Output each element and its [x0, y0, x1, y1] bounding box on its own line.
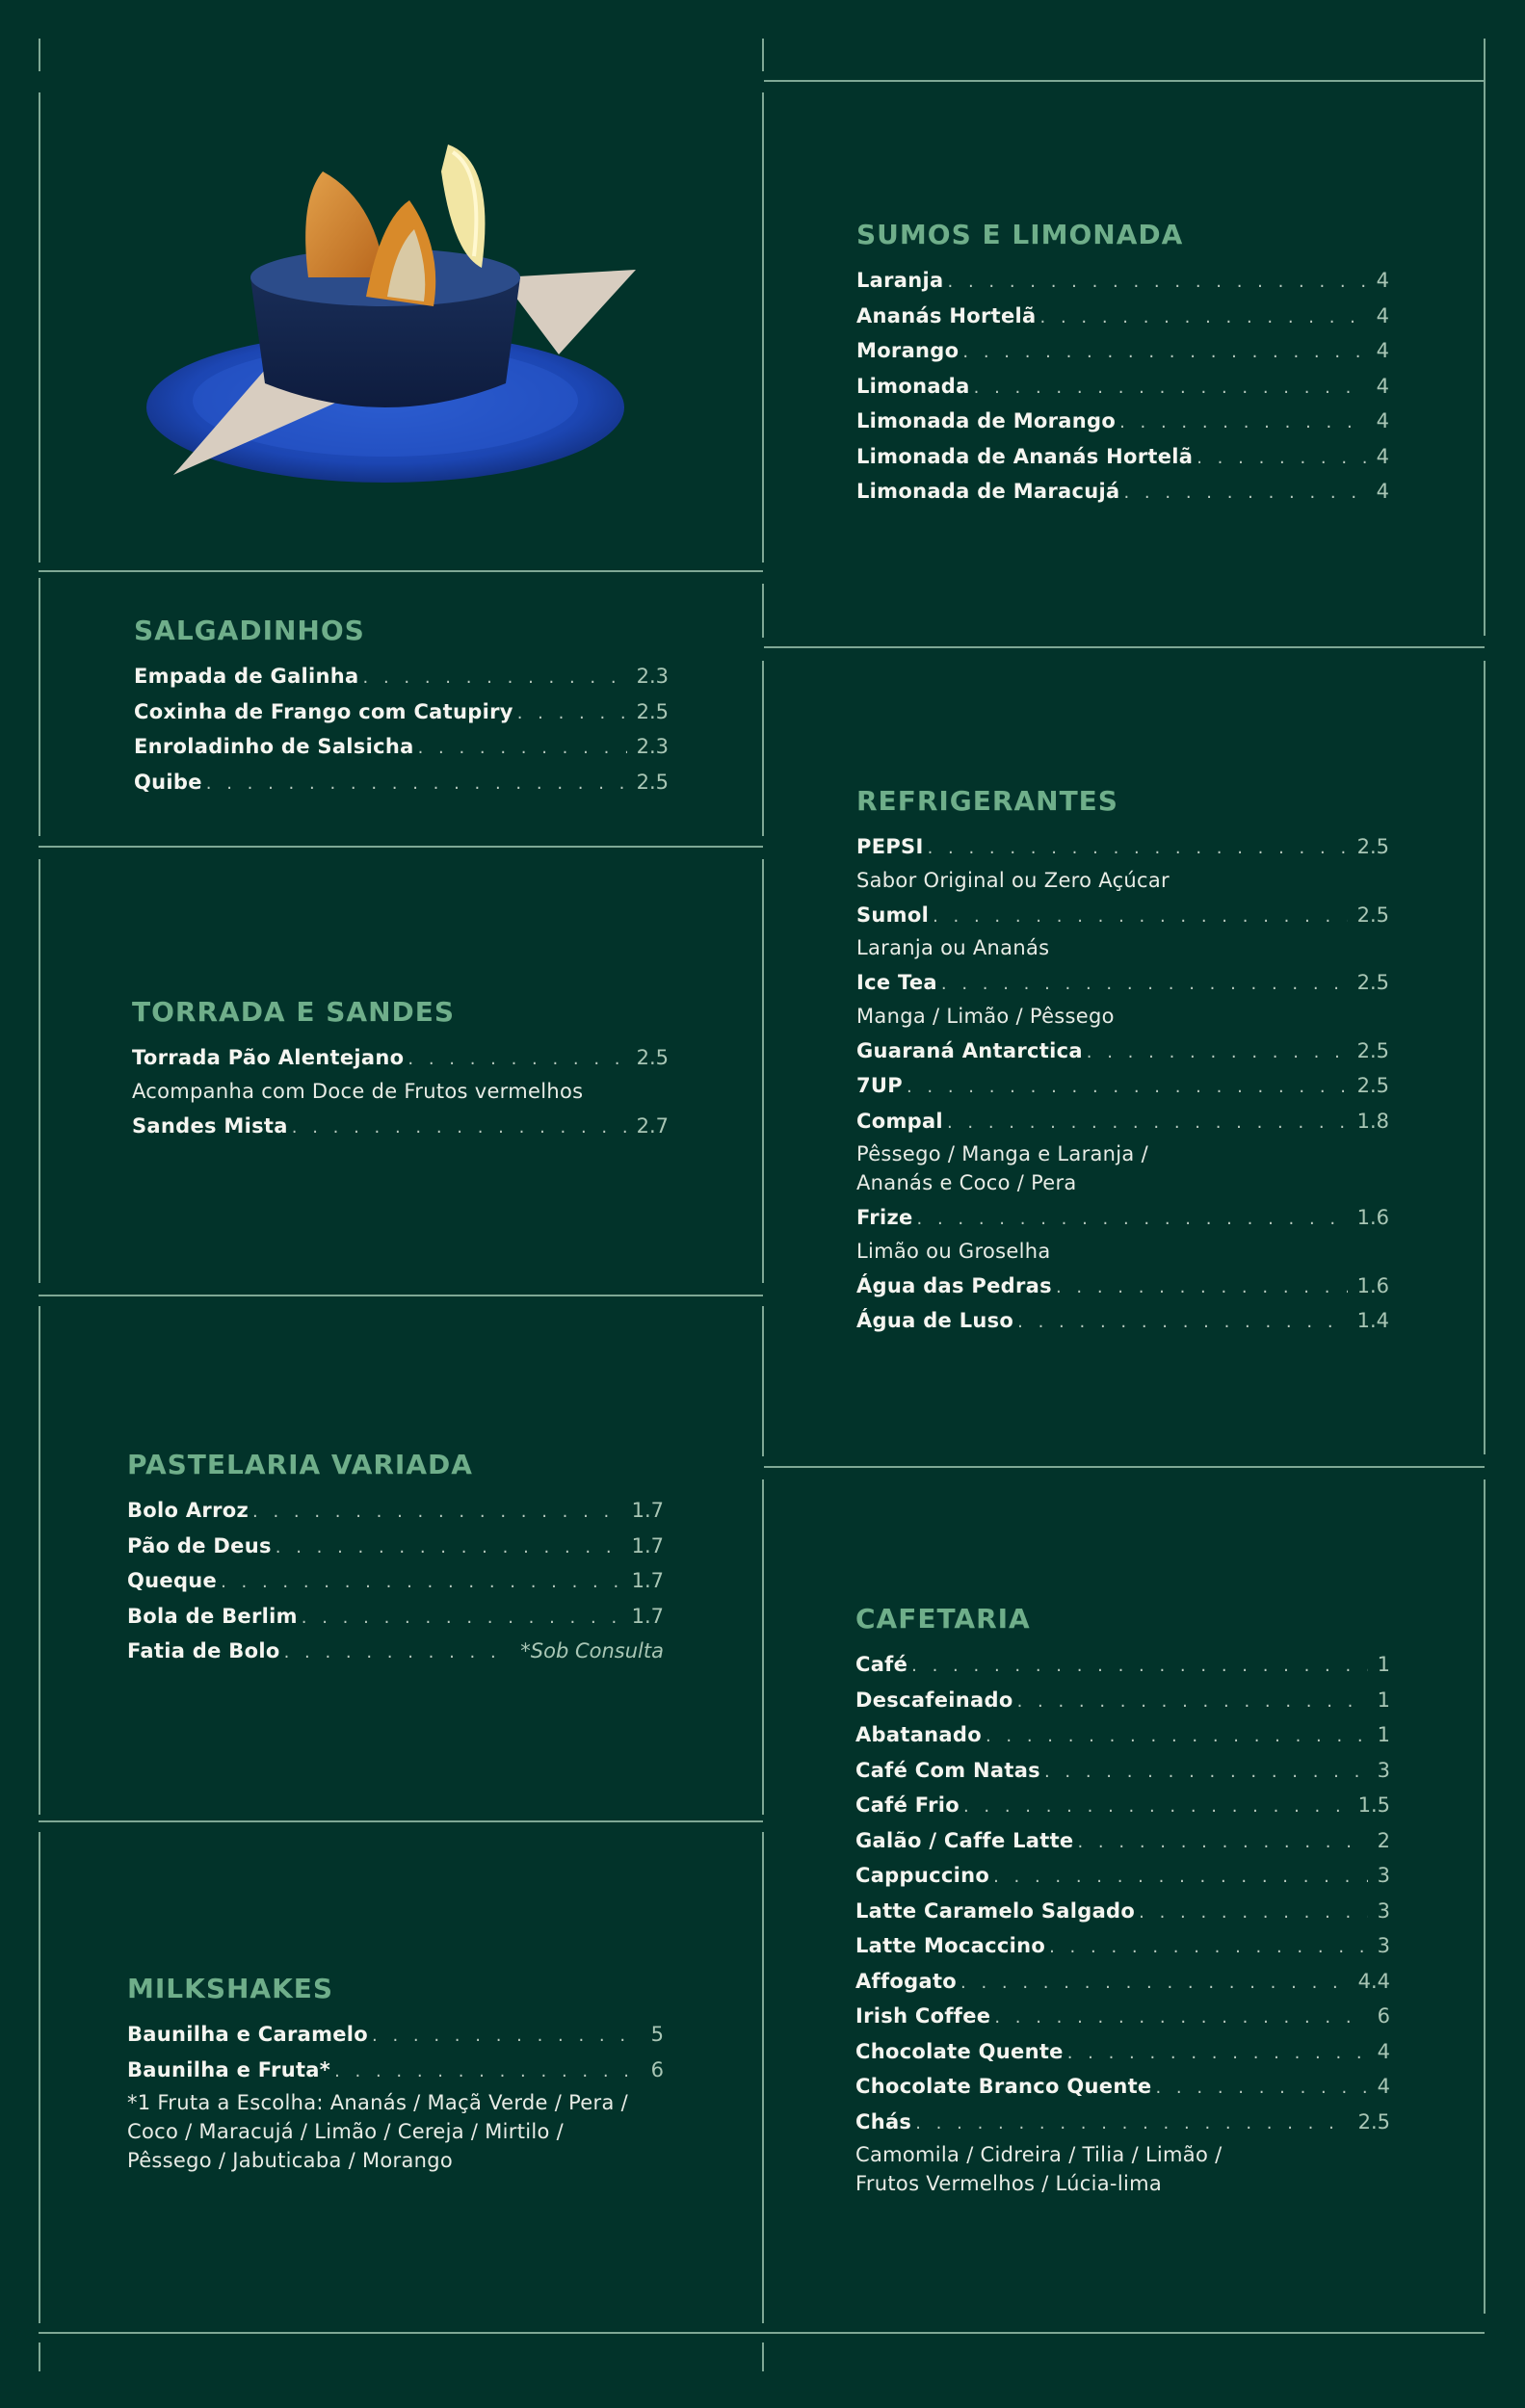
menu-item: [856, 334, 1389, 370]
item-name: Ananás Hortelã: [856, 303, 1037, 327]
grid-divider: [762, 859, 764, 1283]
menu-item: [856, 370, 1389, 406]
menu-item-description: Pêssego / Manga e Laranja /: [856, 1142, 1148, 1165]
menu-item: [855, 1965, 1390, 2001]
item-price: 1.8: [1356, 1109, 1389, 1133]
item-price: 2.7: [636, 1113, 669, 1138]
dot-leader: [206, 767, 627, 801]
grid-divider: [39, 859, 40, 1283]
item-name: Irish Coffee: [855, 2004, 991, 2028]
grid-divider: [39, 570, 763, 572]
menu-item: [855, 2000, 1390, 2035]
item-name: Ice Tea: [856, 971, 937, 994]
grid-divider: [762, 661, 764, 836]
item-price: 4: [1376, 480, 1389, 503]
item-name: Cappuccino: [855, 1864, 990, 1887]
item-name: Galão / Caffe Latte: [855, 1828, 1074, 1852]
menu-item: [127, 1530, 664, 1565]
dot-leader: [1056, 1270, 1348, 1305]
item-price: 1: [1377, 1723, 1390, 1746]
section-pastelaria: [127, 1449, 664, 1670]
item-price: 2.3: [636, 735, 669, 758]
dot-leader: [302, 1601, 622, 1636]
item-name: Compal: [856, 1109, 943, 1133]
grid-divider: [39, 1306, 40, 1815]
section-title: REFRIGERANTES: [856, 785, 1118, 817]
grid-divider: [764, 646, 1485, 648]
menu-item-description: Ananás e Coco / Pera: [856, 1171, 1077, 1194]
grid-divider: [1484, 661, 1486, 1454]
dot-leader: [517, 696, 627, 731]
dot-leader: [907, 1070, 1348, 1105]
section-milkshakes: [127, 1973, 664, 2179]
section-salgadinhos: [134, 615, 669, 800]
item-name: Empada de Galinha: [134, 665, 359, 688]
item-name: Enroladinho de Salsicha: [134, 735, 414, 758]
item-price: 2: [1377, 1828, 1390, 1852]
item-name: Limonada de Morango: [856, 409, 1117, 432]
fruit-note: *1 Fruta a Escolha: Ananás / Maçã Verde / Pera /: [127, 2091, 628, 2114]
item-price: *Sob Consulta: [520, 1639, 664, 1662]
item-price: 1.7: [631, 1569, 664, 1592]
menu-item: [127, 1494, 664, 1530]
grid-divider: [39, 1832, 40, 2323]
menu-item: [134, 660, 669, 695]
menu-item: [132, 1110, 669, 1145]
item-price: 2.5: [1356, 903, 1389, 927]
menu-item-description: Manga / Limão / Pêssego: [856, 1004, 1115, 1028]
item-price: 4: [1376, 409, 1389, 432]
menu-item: [127, 1564, 664, 1600]
grid-divider: [762, 584, 764, 638]
coxinha-dish-image: [135, 143, 655, 489]
menu-item: [856, 1069, 1389, 1105]
menu-item: [856, 1201, 1389, 1237]
item-name: Latte Mocaccino: [855, 1934, 1046, 1957]
section-torrada: [132, 996, 669, 1144]
menu-item-description: Camomila / Cidreira / Tilia / Limão /: [855, 2143, 1223, 2166]
item-price: 4: [1377, 2075, 1390, 2098]
item-price: 5: [650, 2023, 664, 2046]
menu-item: [856, 405, 1389, 440]
menu-item: [855, 1718, 1390, 1754]
item-name: Morango: [856, 339, 960, 362]
menu-item: [856, 830, 1389, 866]
item-price: 2.5: [1356, 835, 1389, 858]
dot-leader: [408, 1042, 626, 1077]
menu-item: [856, 1034, 1389, 1070]
dot-leader: [941, 967, 1348, 1002]
grid-divider: [764, 1466, 1485, 1468]
menu-item: [856, 899, 1389, 934]
fruit-note: Pêssego / Jabuticaba / Morango: [127, 2149, 454, 2172]
item-price: 4: [1376, 374, 1389, 398]
dot-leader: [915, 2107, 1348, 2141]
grid-divider: [762, 1306, 764, 1456]
grid-divider: [39, 1820, 763, 1822]
menu-item: [132, 1041, 669, 1077]
menu-item: [127, 2018, 664, 2054]
dot-leader: [1123, 476, 1366, 510]
menu-item: [855, 1789, 1390, 1824]
item-name: PEPSI: [856, 835, 924, 858]
item-name: Laranja: [856, 269, 944, 292]
dot-leader: [994, 2001, 1367, 2035]
item-name: Café Com Natas: [855, 1758, 1040, 1782]
menu-item: [855, 1824, 1390, 1860]
dot-leader: [372, 2019, 642, 2054]
item-name: 7UP: [856, 1074, 903, 1097]
menu-item: [855, 1648, 1390, 1684]
item-name: Guaraná Antarctica: [856, 1038, 1083, 1062]
item-price: 4.4: [1357, 1969, 1390, 1993]
menu-item: [134, 730, 669, 766]
dot-leader: [933, 900, 1348, 934]
item-price: 6: [1377, 2004, 1390, 2028]
item-price: 1: [1377, 1688, 1390, 1712]
menu-item: [856, 1304, 1389, 1340]
dot-leader: [1040, 301, 1367, 335]
grid-divider: [764, 80, 1485, 82]
menu-item: [127, 2054, 664, 2089]
item-name: Torrada Pão Alentejano: [132, 1046, 405, 1069]
dot-leader: [1139, 1896, 1368, 1930]
grid-divider: [762, 2343, 764, 2371]
dot-leader: [962, 335, 1366, 370]
item-price: 2.5: [636, 699, 669, 723]
item-name: Quibe: [134, 770, 202, 794]
item-name: Queque: [127, 1569, 218, 1592]
grid-divider: [39, 2332, 1485, 2334]
grid-divider: [39, 92, 40, 563]
item-price: 4: [1377, 2039, 1390, 2063]
item-price: 2.5: [636, 770, 669, 794]
section-title: TORRADA E SANDES: [132, 996, 456, 1028]
item-price: 1.5: [1357, 1793, 1390, 1817]
item-name: Pão de Deus: [127, 1533, 272, 1557]
grid-divider: [762, 1832, 764, 2323]
menu-item-description: Sabor Original ou Zero Açúcar: [856, 868, 1170, 892]
dot-leader: [292, 1111, 627, 1145]
item-name: Bola de Berlim: [127, 1604, 298, 1628]
item-price: 3: [1377, 1864, 1390, 1887]
item-name: Bolo Arroz: [127, 1499, 249, 1522]
item-price: 4: [1376, 303, 1389, 327]
fruit-note: Coco / Maracujá / Limão / Cereja / Mirtilo /: [127, 2120, 565, 2143]
dot-leader: [1155, 2071, 1367, 2106]
menu-item: [855, 1754, 1390, 1790]
grid-divider: [39, 1295, 763, 1296]
item-price: 3: [1377, 1758, 1390, 1782]
section-refrigerantes: [856, 785, 1389, 1340]
menu-item: [856, 264, 1389, 300]
item-name: Chás: [855, 2109, 912, 2133]
menu-item: [856, 475, 1389, 510]
grid-divider: [1484, 1479, 1486, 2314]
item-price: 2.3: [636, 665, 669, 688]
section-sumos: [856, 219, 1389, 510]
dot-leader: [1044, 1755, 1368, 1790]
menu-item-description: Laranja ou Ananás: [856, 936, 1050, 959]
dot-leader: [418, 731, 627, 766]
dot-leader: [963, 1790, 1349, 1824]
section-title: SALGADINHOS: [134, 615, 365, 646]
item-price: 4: [1376, 444, 1389, 468]
item-price: 4: [1376, 269, 1389, 292]
dot-leader: [947, 1106, 1348, 1140]
item-price: 2.5: [1356, 971, 1389, 994]
item-price: 1.7: [631, 1533, 664, 1557]
item-price: 2.5: [636, 1046, 669, 1069]
dot-leader: [276, 1531, 622, 1565]
item-price: 3: [1377, 1898, 1390, 1923]
item-price: 1.4: [1356, 1309, 1389, 1332]
item-name: Latte Caramelo Salgado: [855, 1898, 1136, 1923]
item-name: Sumol: [856, 903, 930, 927]
menu-item: [855, 1895, 1390, 1930]
dot-leader: [334, 2055, 642, 2089]
item-name: Baunilha e Fruta*: [127, 2057, 331, 2081]
dot-leader: [1067, 2036, 1368, 2071]
item-price: 1: [1377, 1653, 1390, 1676]
menu-item-description: Limão ou Groselha: [856, 1239, 1051, 1263]
item-name: Limonada de Ananás Hortelã: [856, 444, 1194, 468]
item-price: 6: [650, 2057, 664, 2081]
dot-leader: [1017, 1685, 1368, 1719]
item-name: Baunilha e Caramelo: [127, 2023, 369, 2046]
item-name: Chocolate Quente: [855, 2039, 1064, 2063]
dot-leader: [1077, 1825, 1367, 1860]
item-price: 3: [1377, 1934, 1390, 1957]
grid-divider: [762, 1479, 764, 1815]
grid-divider: [39, 39, 40, 71]
menu-item-description: Frutos Vermelhos / Lúcia-lima: [855, 2172, 1163, 2195]
item-name: Café: [855, 1653, 908, 1676]
section-title: MILKSHAKES: [127, 1973, 334, 2004]
item-name: Abatanado: [855, 1723, 982, 1746]
dot-leader: [986, 1719, 1368, 1754]
menu-item: [134, 695, 669, 731]
dot-leader: [1017, 1305, 1347, 1340]
item-price: 1.6: [1356, 1273, 1389, 1297]
menu-item: [855, 1859, 1390, 1895]
item-price: 1.6: [1356, 1206, 1389, 1229]
menu-item: [855, 2070, 1390, 2106]
grid-divider: [39, 578, 40, 836]
menu-item: [855, 1929, 1390, 1965]
menu-item: [856, 1105, 1389, 1140]
menu-item: [855, 2106, 1390, 2141]
dot-leader: [1049, 1930, 1368, 1965]
dot-leader: [948, 265, 1367, 300]
grid-divider: [39, 2343, 40, 2371]
dot-leader: [363, 661, 627, 695]
menu-item: [127, 1600, 664, 1636]
item-name: Água das Pedras: [856, 1273, 1052, 1297]
item-name: Fatia de Bolo: [127, 1639, 280, 1662]
item-name: Sandes Mista: [132, 1113, 288, 1138]
item-name: Frize: [856, 1206, 913, 1229]
dot-leader: [911, 1649, 1367, 1684]
item-name: Descafeinado: [855, 1688, 1013, 1712]
menu-item: [856, 300, 1389, 335]
menu-item: [127, 1635, 664, 1670]
section-title: PASTELARIA VARIADA: [127, 1449, 473, 1480]
item-name: Coxinha de Frango com Catupiry: [134, 699, 513, 723]
section-cafetaria: [855, 1603, 1390, 2202]
menu-item-description: Acompanha com Doce de Frutos vermelhos: [132, 1079, 584, 1103]
section-title: CAFETARIA: [855, 1603, 1031, 1635]
dot-leader: [284, 1636, 512, 1670]
menu-item: [855, 1684, 1390, 1719]
menu-item: [856, 1269, 1389, 1305]
menu-item: [855, 2035, 1390, 2071]
item-price: 4: [1376, 339, 1389, 362]
dot-leader: [960, 1966, 1349, 2001]
grid-divider: [39, 846, 763, 848]
grid-divider: [762, 92, 764, 563]
grid-divider: [762, 39, 764, 71]
item-name: Limonada de Maracujá: [856, 480, 1120, 503]
item-price: 2.5: [1356, 1074, 1389, 1097]
item-name: Limonada: [856, 374, 970, 398]
item-name: Chocolate Branco Quente: [855, 2075, 1152, 2098]
dot-leader: [1119, 406, 1367, 440]
menu-item: [856, 966, 1389, 1002]
item-price: 2.5: [1357, 2109, 1390, 2133]
dot-leader: [1087, 1035, 1348, 1070]
dot-leader: [252, 1495, 622, 1530]
item-name: Affogato: [855, 1969, 958, 1993]
item-name: Água de Luso: [856, 1309, 1014, 1332]
dot-leader: [928, 831, 1348, 866]
item-name: Café Frio: [855, 1793, 960, 1817]
item-price: 1.7: [631, 1499, 664, 1522]
dot-leader: [974, 371, 1367, 406]
dot-leader: [917, 1202, 1348, 1237]
menu-item: [134, 766, 669, 801]
dot-leader: [221, 1565, 622, 1600]
grid-divider: [1484, 39, 1486, 636]
dot-leader: [993, 1860, 1368, 1895]
section-title: SUMOS E LIMONADA: [856, 219, 1184, 250]
menu-item: [856, 440, 1389, 476]
item-price: 1.7: [631, 1604, 664, 1628]
dot-leader: [1196, 441, 1366, 476]
item-price: 2.5: [1356, 1038, 1389, 1062]
